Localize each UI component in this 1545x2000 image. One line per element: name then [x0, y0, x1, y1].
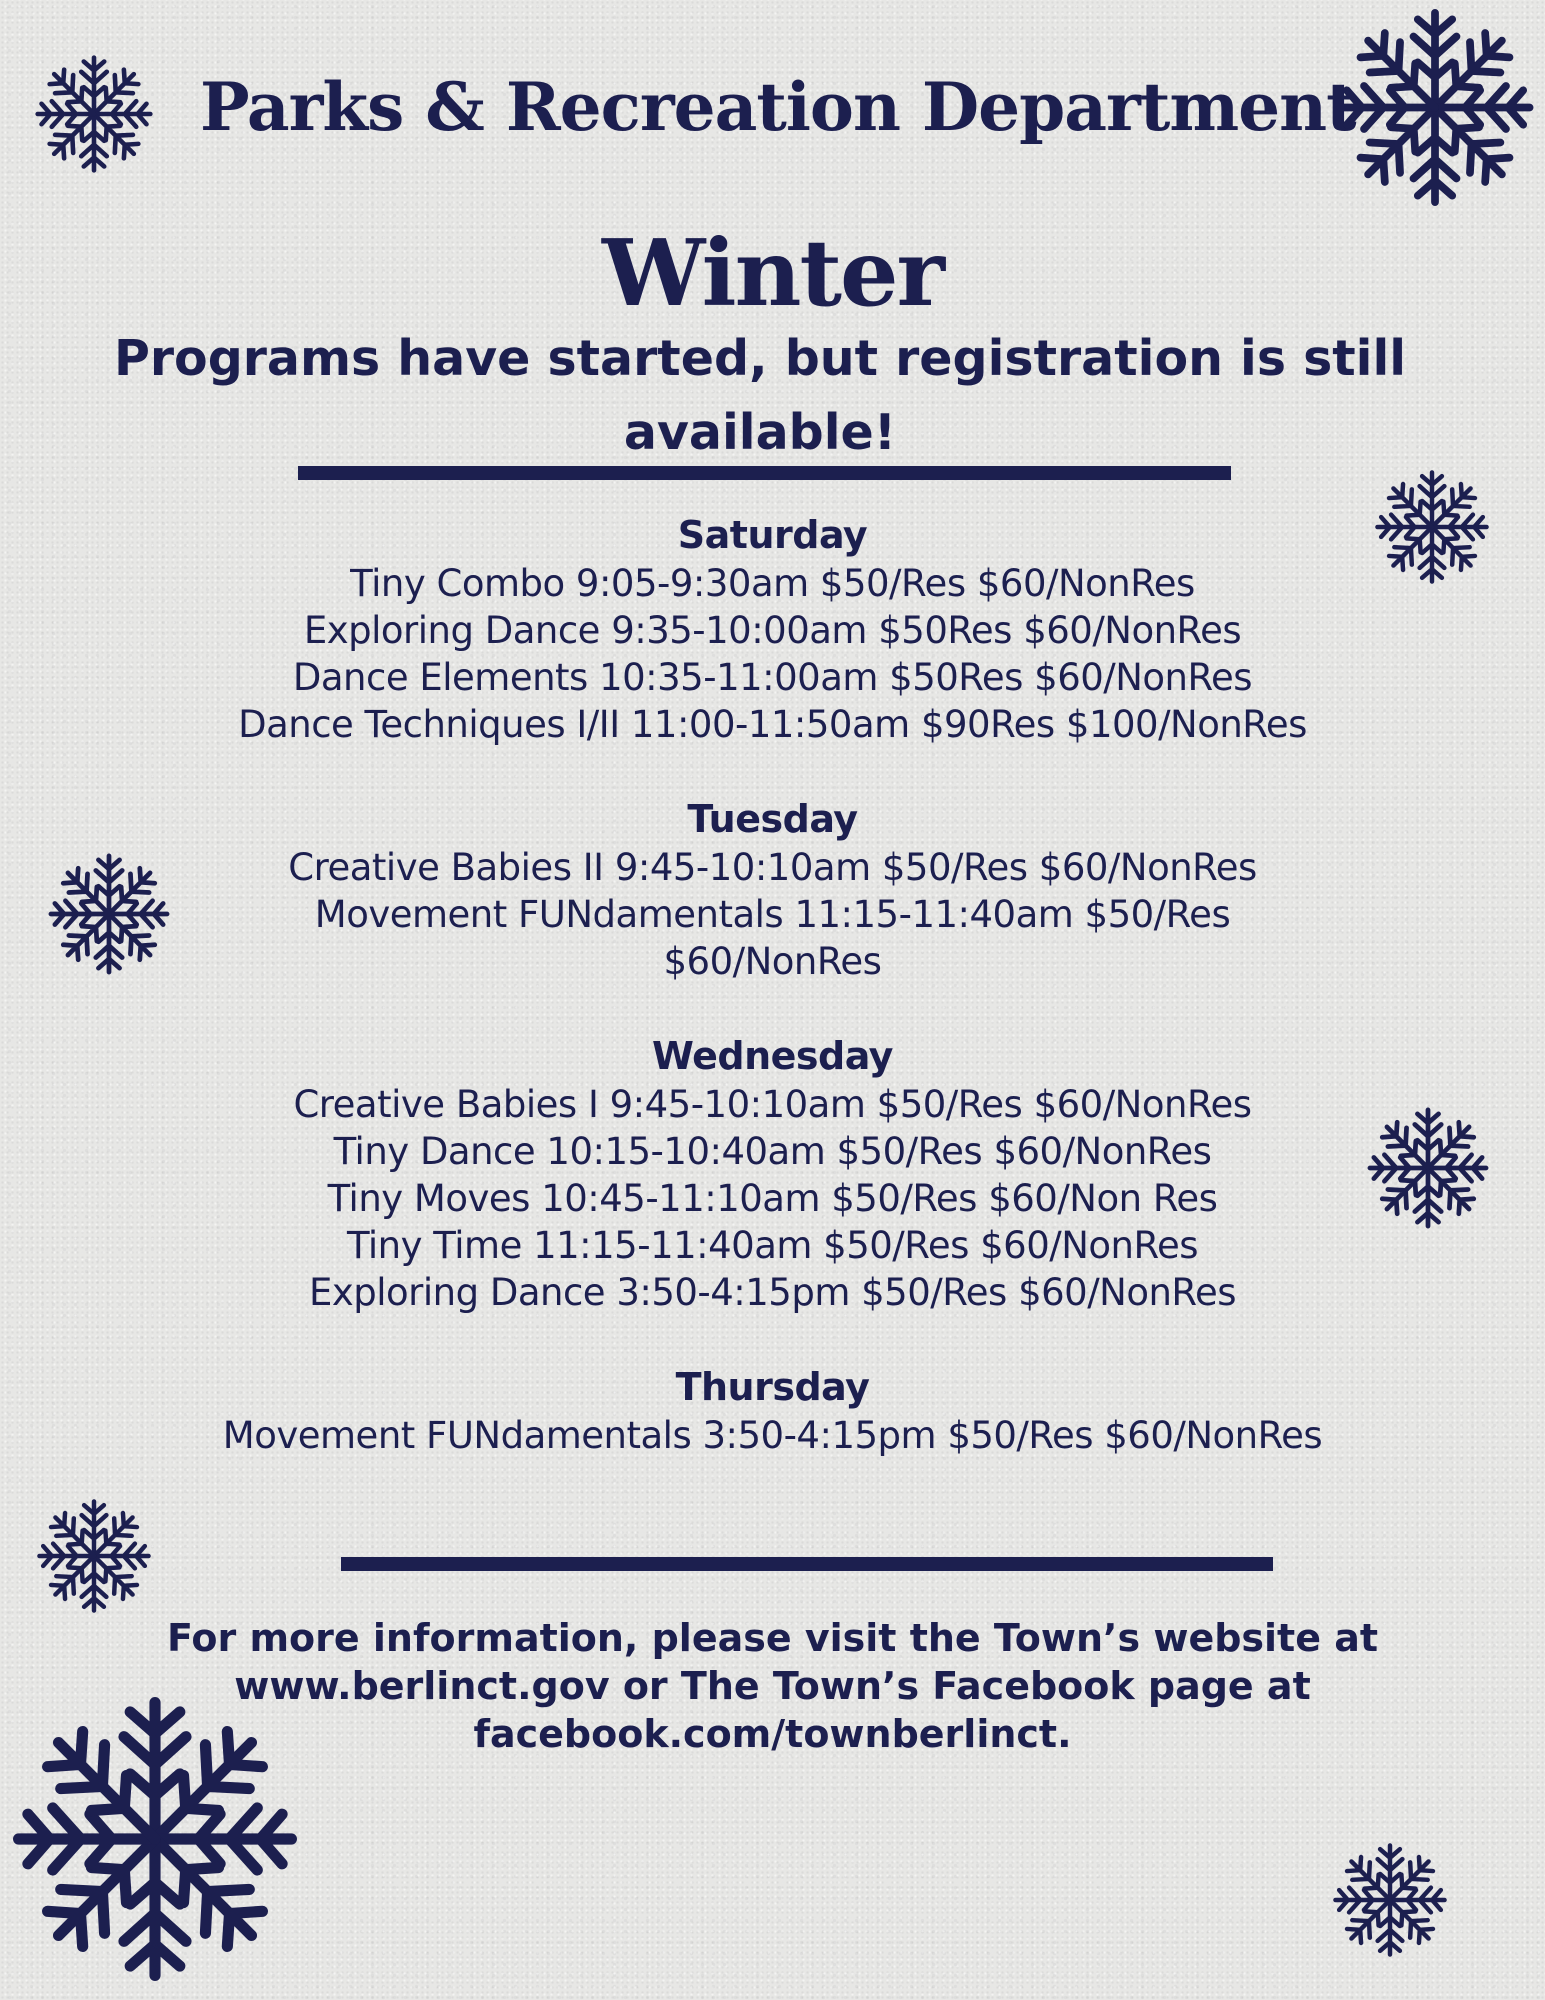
program-line: Creative Babies I 9:45-10:10am $50/Res $60/NonRes [293, 1083, 1252, 1126]
program-line: Movement FUNdamentals 3:50-4:15pm $50/Res $60/NonRes [222, 1414, 1323, 1457]
snowflake-icon [1362, 1102, 1494, 1234]
header-title: Parks & Recreation Department [200, 68, 1356, 146]
program-line: Movement FUNdamentals 11:15-11:40am $50/Res $60/NonRes [314, 893, 1231, 983]
program-line: Dance Elements 10:35-11:00am $50Res $60/NonRes [292, 656, 1253, 699]
day-name: Tuesday [687, 797, 858, 841]
program-line: Tiny Combo 9:05-9:30am $50/Res $60/NonRes [350, 562, 1195, 605]
day-block-tuesday [0, 794, 1545, 985]
footer-info: For more information, please visit the Town’s website at www.berlinct.gov or The Town’s Facebook page at facebook.com/townberlinct. [166, 1616, 1379, 1756]
season-title: Winter [601, 219, 944, 327]
program-line: Exploring Dance 9:35-10:00am $50Res $60/NonRes [303, 609, 1242, 652]
divider-top [298, 466, 1231, 480]
day-block-thursday [0, 1362, 1545, 1459]
snowflake-icon [30, 50, 158, 178]
subtitle: Programs have started, but registration is still available! [113, 330, 1407, 461]
snowflake-icon [1328, 1838, 1452, 1962]
program-line: Exploring Dance 3:50-4:15pm $50/Res $60/NonRes [308, 1271, 1237, 1314]
program-line: Tiny Moves 10:45-11:10am $50/Res $60/Non Res [327, 1177, 1218, 1220]
day-name: Saturday [677, 513, 868, 557]
snowflake-icon [1370, 465, 1494, 589]
day-block-wednesday [0, 1031, 1545, 1316]
divider-bottom [341, 1557, 1273, 1571]
day-block-saturday [0, 510, 1545, 748]
day-name: Wednesday [652, 1034, 893, 1078]
day-name: Thursday [675, 1365, 870, 1409]
program-line: Tiny Time 11:15-11:40am $50/Res $60/NonRes [346, 1224, 1199, 1267]
snowflake-icon [1325, 0, 1545, 215]
program-line: Tiny Dance 10:15-10:40am $50/Res $60/NonRes [333, 1130, 1212, 1173]
snowflake-icon [0, 1684, 310, 1994]
snowflake-icon [43, 848, 175, 980]
snowflake-icon [32, 1494, 156, 1618]
schedule [0, 510, 1545, 1505]
program-line: Creative Babies II 9:45-10:10am $50/Res $60/NonRes [288, 846, 1257, 889]
program-line: Dance Techniques I/II 11:00-11:50am $90Res $100/NonRes [238, 703, 1307, 746]
